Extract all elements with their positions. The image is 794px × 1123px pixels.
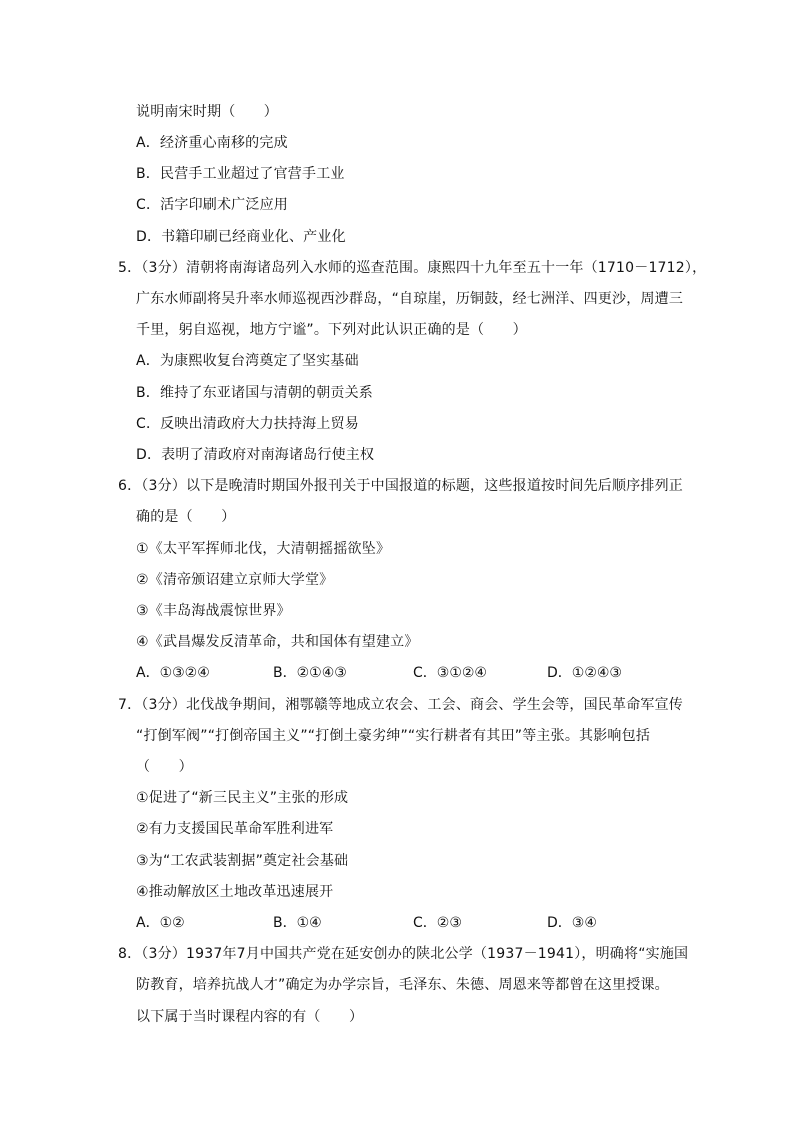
q6-option-a[interactable]: A．①③②④ [136, 665, 210, 681]
q6-item-4: ④《武昌爆发反清革命，共和国体有望建立》 [136, 634, 419, 650]
q8-stem-line-2: 防教育，培养抗战人才”确定为办学宗旨，毛泽东、朱德、周恩来等都曾在这里授课。 [136, 977, 669, 993]
q5-option-b[interactable]: B．维持了东亚诸国与清朝的朝贡关系 [136, 385, 374, 401]
q5-stem-line-1: 5．（3分）清朝将南海诸岛列入水师的巡查范围。康熙四十九年至五十一年（1710－1712）， [118, 260, 707, 276]
q6-option-c[interactable]: C．③①②④ [413, 665, 487, 681]
q4-option-b[interactable]: B．民营手工业超过了官营手工业 [136, 166, 345, 182]
q7-option-d[interactable]: D．③④ [547, 915, 597, 931]
q7-item-4: ④推动解放区土地改革迅速展开 [136, 884, 334, 900]
q5-option-a[interactable]: A．为康熙收复台湾奠定了坚实基础 [136, 353, 359, 369]
q6-option-b[interactable]: B．②①④③ [273, 665, 347, 681]
q5-option-d[interactable]: D．表明了清政府对南海诸岛行使主权 [136, 447, 375, 463]
q7-stem-line-2: “打倒军阀”“打倒帝国主义”“打倒土豪劣绅”“实行耕者有其田”等主张。其影响包括 [136, 728, 651, 744]
q6-item-2: ②《清帝颁诏建立京师大学堂》 [136, 572, 334, 588]
q4-option-c[interactable]: C．活字印刷术广泛应用 [136, 197, 288, 213]
q7-stem-line-3: （ ） [136, 759, 193, 775]
q7-item-3: ③为“工农武装割据”奠定社会基础 [136, 853, 349, 869]
q5-stem-line-3: 千里，躬自巡视，地方宁谧”。下列对此认识正确的是（ ） [136, 322, 527, 338]
q7-item-1: ①促进了“新三民主义”主张的形成 [136, 790, 349, 806]
q5-stem-line-2: 广东水师副将吴升率水师巡视西沙群岛，“自琼崖，历铜鼓，经七洲洋、四更沙，周遭三 [136, 291, 684, 307]
q6-option-d[interactable]: D．①②④③ [547, 665, 622, 681]
q8-stem-line-1: 8．（3分）1937年7月中国共产党在延安创办的陕北公学（1937－1941），明确将“实施国 [118, 946, 689, 962]
q6-item-3: ③《丰岛海战震惊世界》 [136, 603, 291, 619]
q4-option-d[interactable]: D．书籍印刷已经商业化、产业化 [136, 229, 346, 245]
q7-option-b[interactable]: B．①④ [273, 915, 322, 931]
q6-stem-line-2: 确的是（ ） [136, 509, 236, 525]
q7-option-c[interactable]: C．②③ [413, 915, 462, 931]
q4-option-a[interactable]: A．经济重心南移的完成 [136, 135, 288, 151]
q6-stem-line-1: 6．（3分）以下是晚清时期国外报刊关于中国报道的标题，这些报道按时间先后顺序排列正 [118, 478, 684, 494]
q7-option-a[interactable]: A．①② [136, 915, 185, 931]
q8-stem-line-3: 以下属于当时课程内容的有（ ） [136, 1009, 364, 1025]
q5-option-c[interactable]: C．反映出清政府大力扶持海上贸易 [136, 416, 359, 432]
q7-stem-line-1: 7．（3分）北伐战争期间，湘鄂赣等地成立农会、工会、商会、学生会等，国民革命军宣传 [118, 697, 684, 713]
q4-stem-tail: 说明南宋时期（ ） [136, 104, 278, 120]
q6-item-1: ①《太平军挥师北伐，大清朝摇摇欲坠》 [136, 541, 391, 557]
q7-item-2: ②有力支援国民革命军胜利进军 [136, 821, 334, 837]
